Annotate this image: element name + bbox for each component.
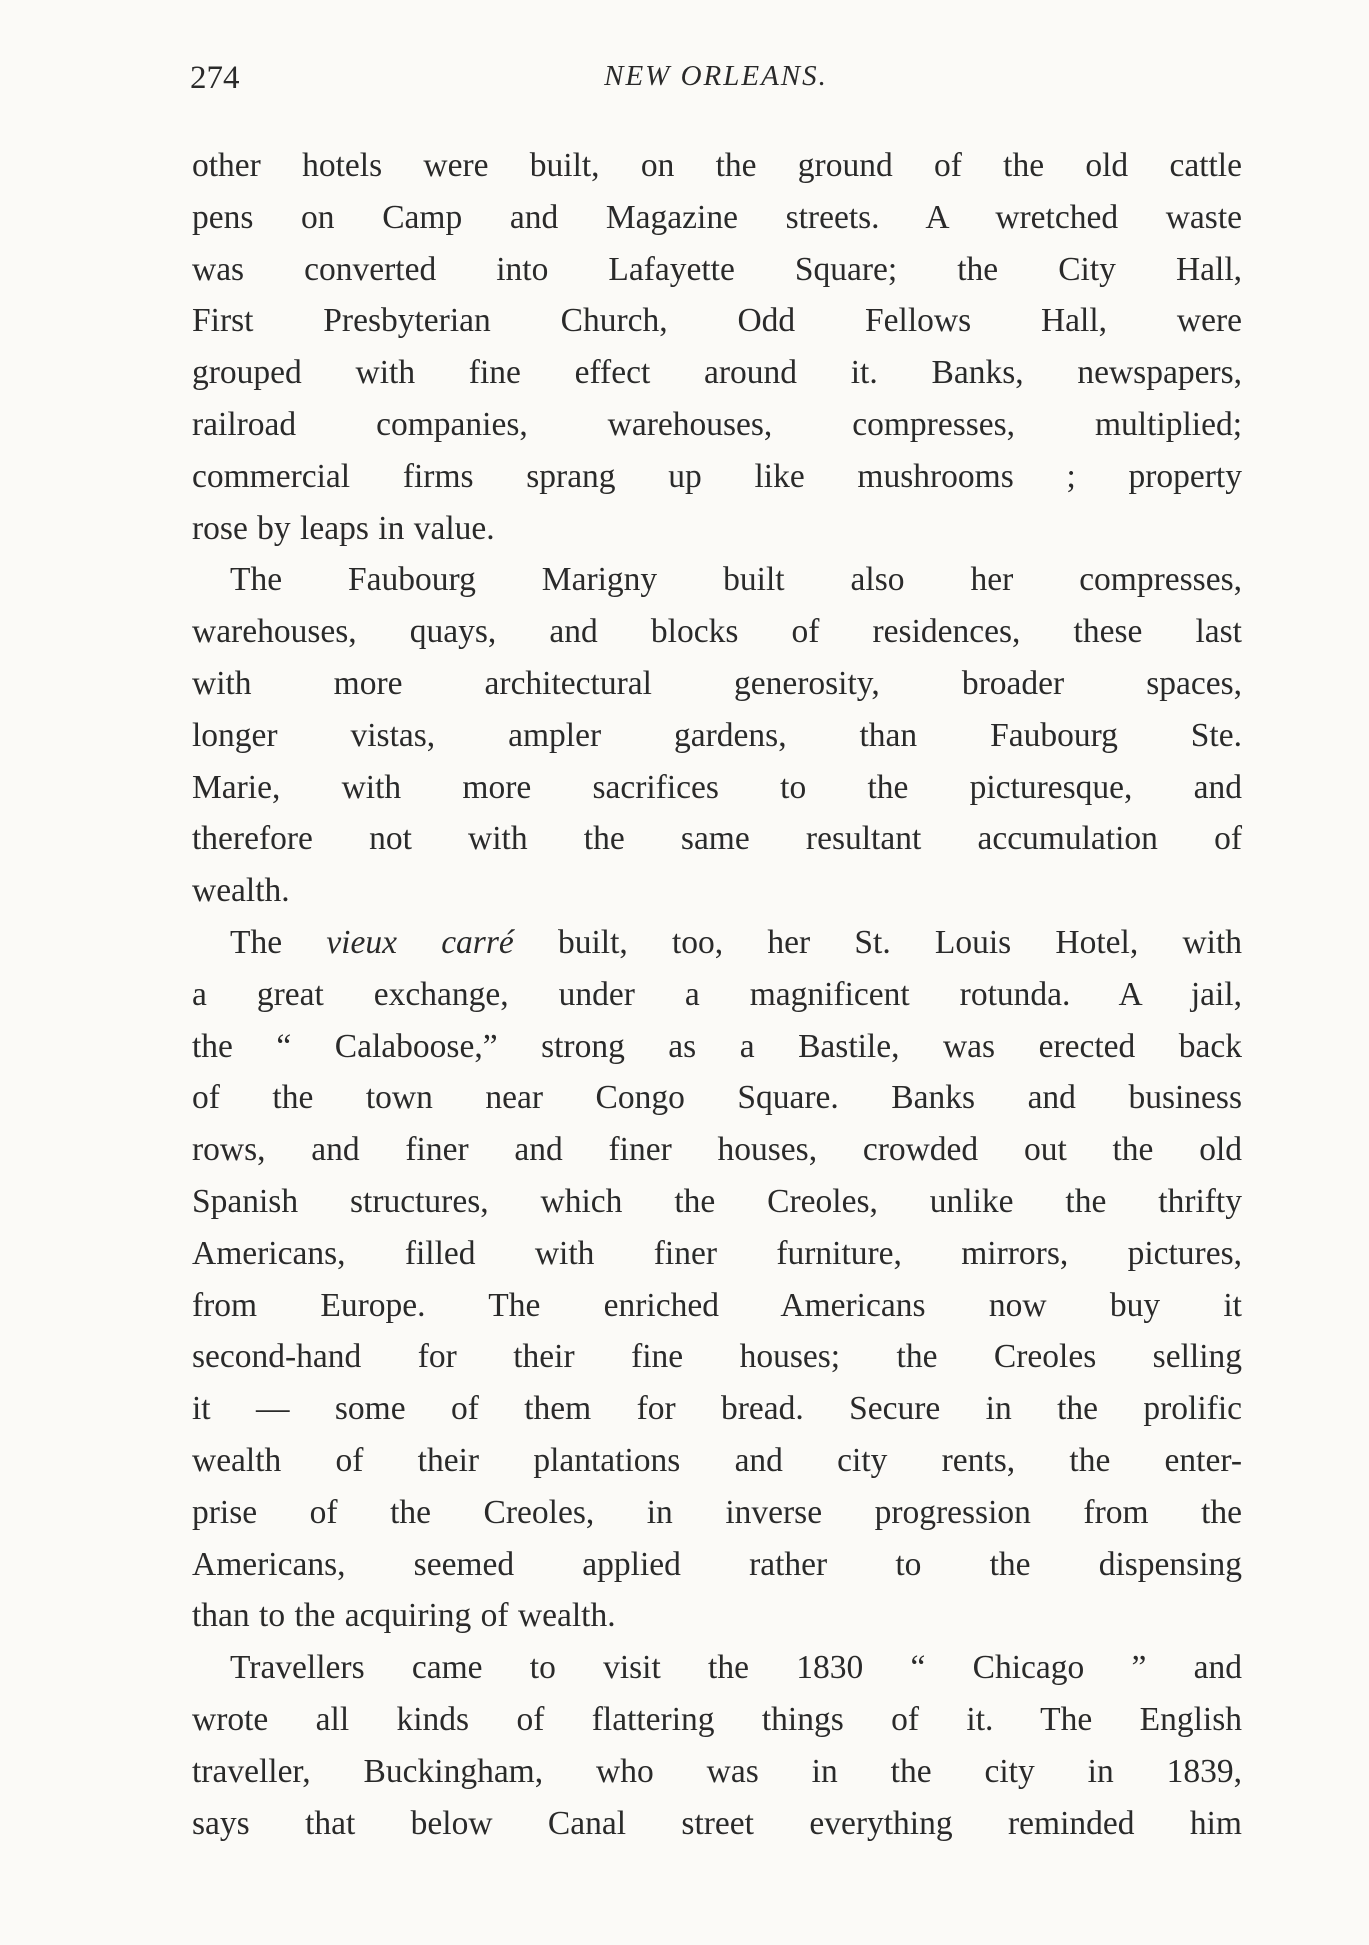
paragraph <box>192 140 1242 554</box>
text-line: from Europe. The enriched Americans now buy it <box>192 1286 1242 1324</box>
page-body <box>192 140 1242 1849</box>
text-line: Travellers came to visit the 1830 “ Chicago ” and <box>230 1649 1242 1687</box>
page-header <box>190 60 1242 104</box>
text-line: prise of the Creoles, in inverse progression from the <box>192 1493 1242 1531</box>
paragraph <box>192 554 1242 917</box>
text-line: than to the acquiring of wealth. <box>192 1597 616 1635</box>
page-number: 274 <box>190 60 240 96</box>
text-line: rows, and finer and finer houses, crowded out the old <box>192 1131 1242 1169</box>
text-line: wealth of their plantations and city rents, the enter- <box>192 1441 1242 1479</box>
text-line: says that below Canal street everything reminded him <box>192 1804 1242 1842</box>
text-line: Americans, filled with finer furniture, mirrors, pictures, <box>192 1234 1242 1272</box>
text-line: The Faubourg Marigny built also her compresses, <box>230 561 1242 599</box>
italic-phrase: vieux carré <box>326 923 514 961</box>
text-line: of the town near Congo Square. Banks and business <box>192 1079 1242 1117</box>
text-line: Americans, seemed applied rather to the dispensing <box>192 1545 1242 1583</box>
text-line: First Presbyterian Church, Odd Fellows Hall, were <box>192 302 1242 340</box>
text-line: therefore not with the same resultant accumulation of <box>192 820 1242 858</box>
text-line: grouped with fine effect around it. Banks, newspapers, <box>192 354 1242 392</box>
text-line: warehouses, quays, and blocks of residences, these last <box>192 613 1242 651</box>
text-line: pens on Camp and Magazine streets. A wretched waste <box>192 198 1242 236</box>
text-line: wealth. <box>192 872 290 910</box>
text-segment: built, too, her St. Louis Hotel, with <box>513 923 1243 961</box>
text-line: it — some of them for bread. Secure in the prolific <box>192 1390 1242 1428</box>
text-line: a great exchange, under a magnificent rotunda. A jail, <box>192 975 1242 1013</box>
running-title: NEW ORLEANS. <box>604 60 828 92</box>
text-line: second-hand for their fine houses; the Creoles selling <box>192 1338 1242 1376</box>
text-line: Marie, with more sacrifices to the picturesque, and <box>192 768 1242 806</box>
text-line: the “ Calaboose,” strong as a Bastile, was erected back <box>192 1027 1242 1065</box>
text-line <box>192 917 1242 969</box>
paragraph <box>192 917 1242 1642</box>
text-line: commercial firms sprang up like mushrooms ; property <box>192 457 1242 495</box>
text-line: Spanish structures, which the Creoles, unlike the thrifty <box>192 1182 1242 1220</box>
text-line: railroad companies, warehouses, compresses, multiplied; <box>192 405 1242 443</box>
text-segment: The <box>230 923 327 961</box>
text-line: with more architectural generosity, broader spaces, <box>192 664 1242 702</box>
text-line: other hotels were built, on the ground of the old cattle <box>192 147 1242 184</box>
text-line: wrote all kinds of flattering things of it. The English <box>192 1700 1242 1738</box>
paragraph <box>192 1642 1242 1849</box>
text-line: was converted into Lafayette Square; the City Hall, <box>192 250 1242 288</box>
text-line: rose by leaps in value. <box>192 509 495 547</box>
text-line: traveller, Buckingham, who was in the city in 1839, <box>192 1752 1242 1790</box>
text-line: longer vistas, ampler gardens, than Faubourg Ste. <box>192 716 1242 754</box>
